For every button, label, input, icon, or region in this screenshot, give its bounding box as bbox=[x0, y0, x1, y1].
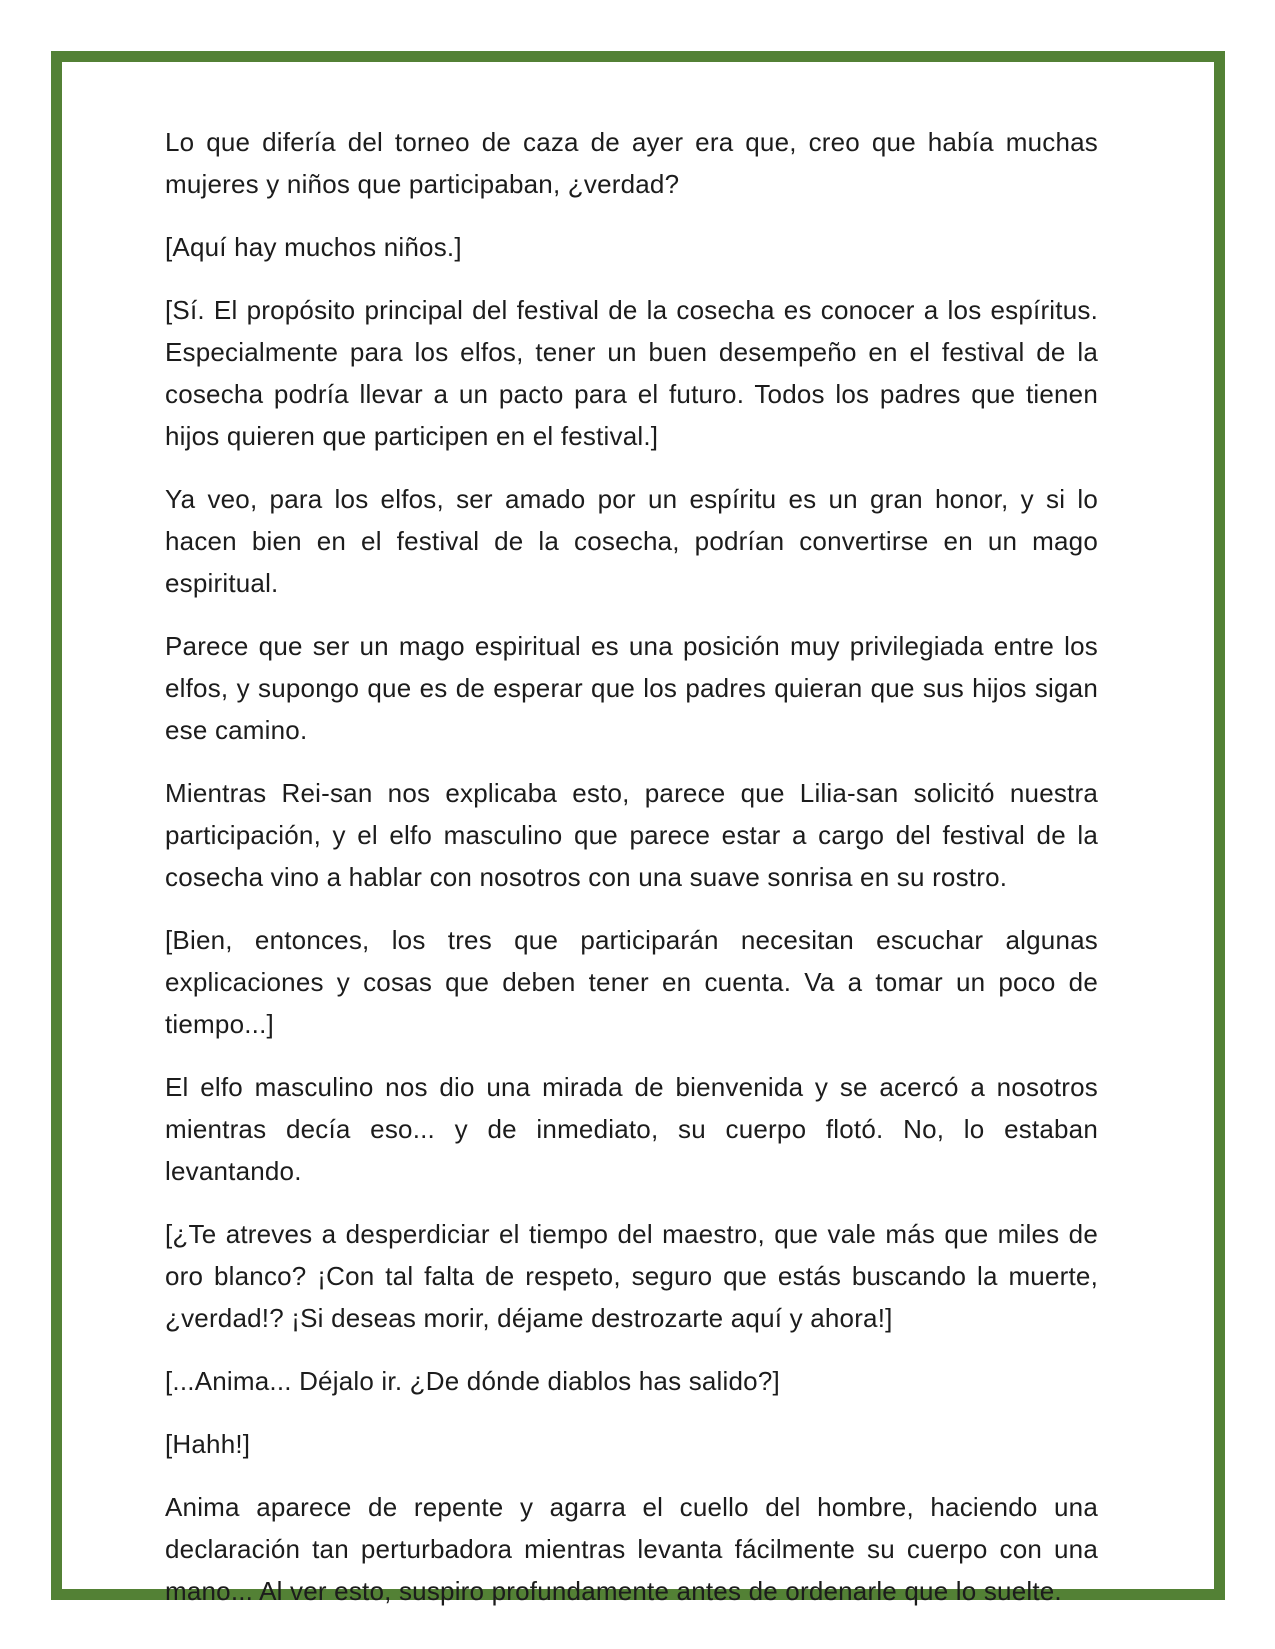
paragraph-3: [Sí. El propósito principal del festival de la cosecha es conocer a los espíritus. Especialmente para los elfos, tener un buen desempeño en el festival de la cosecha podría llevar a un pacto para el futuro. Todos los padres que tienen hijos quieren que participen en el festival.] bbox=[165, 295, 1098, 451]
paragraph-5: Parece que ser un mago espiritual es una posición muy privilegiada entre los elfos, y supongo que es de esperar que los padres quieran que sus hijos sigan ese camino. bbox=[165, 631, 1098, 745]
paragraph-4: Ya veo, para los elfos, ser amado por un espíritu es un gran honor, y si lo hacen bien en el festival de la cosecha, podrían convertirse en un mago espiritual. bbox=[165, 484, 1098, 598]
paragraph-2: [Aquí hay muchos niños.] bbox=[165, 232, 462, 262]
paragraph-11: [Hahh!] bbox=[165, 1429, 251, 1459]
paragraph-6: Mientras Rei-san nos explicaba esto, parece que Lilia-san solicitó nuestra participación, y el elfo masculino que parece estar a cargo del festival de la cosecha vino a hablar con nosotros con una suave sonrisa en su rostro. bbox=[165, 778, 1098, 892]
paragraph-12: Anima aparece de repente y agarra el cuello del hombre, haciendo una declaración tan perturbadora mientras levanta fácilmente su cuerpo con una mano... Al ver esto, suspiro profundamente antes de ordenarle que lo suelte. bbox=[165, 1492, 1098, 1606]
paragraph-8: El elfo masculino nos dio una mirada de bienvenida y se acercó a nosotros mientras decía eso... y de inmediato, su cuerpo flotó. No, lo estaban levantando. bbox=[165, 1072, 1098, 1186]
paragraph-9: [¿Te atreves a desperdiciar el tiempo del maestro, que vale más que miles de oro blanco? ¡Con tal falta de respeto, seguro que estás buscando la muerte, ¿verdad!? ¡Si deseas morir, déjame destrozarte aquí y ahora!] bbox=[165, 1219, 1098, 1333]
paragraph-10: [...Anima... Déjalo ir. ¿De dónde diablos has salido?] bbox=[165, 1366, 780, 1396]
paragraph-1: Lo que difería del torneo de caza de ayer era que, creo que había muchas mujeres y niños que participaban, ¿verdad? bbox=[165, 127, 1098, 199]
document-body bbox=[165, 121, 1098, 1633]
paragraph-7: [Bien, entonces, los tres que participarán necesitan escuchar algunas explicaciones y cosas que deben tener en cuenta. Va a tomar un poco de tiempo...] bbox=[165, 925, 1098, 1039]
